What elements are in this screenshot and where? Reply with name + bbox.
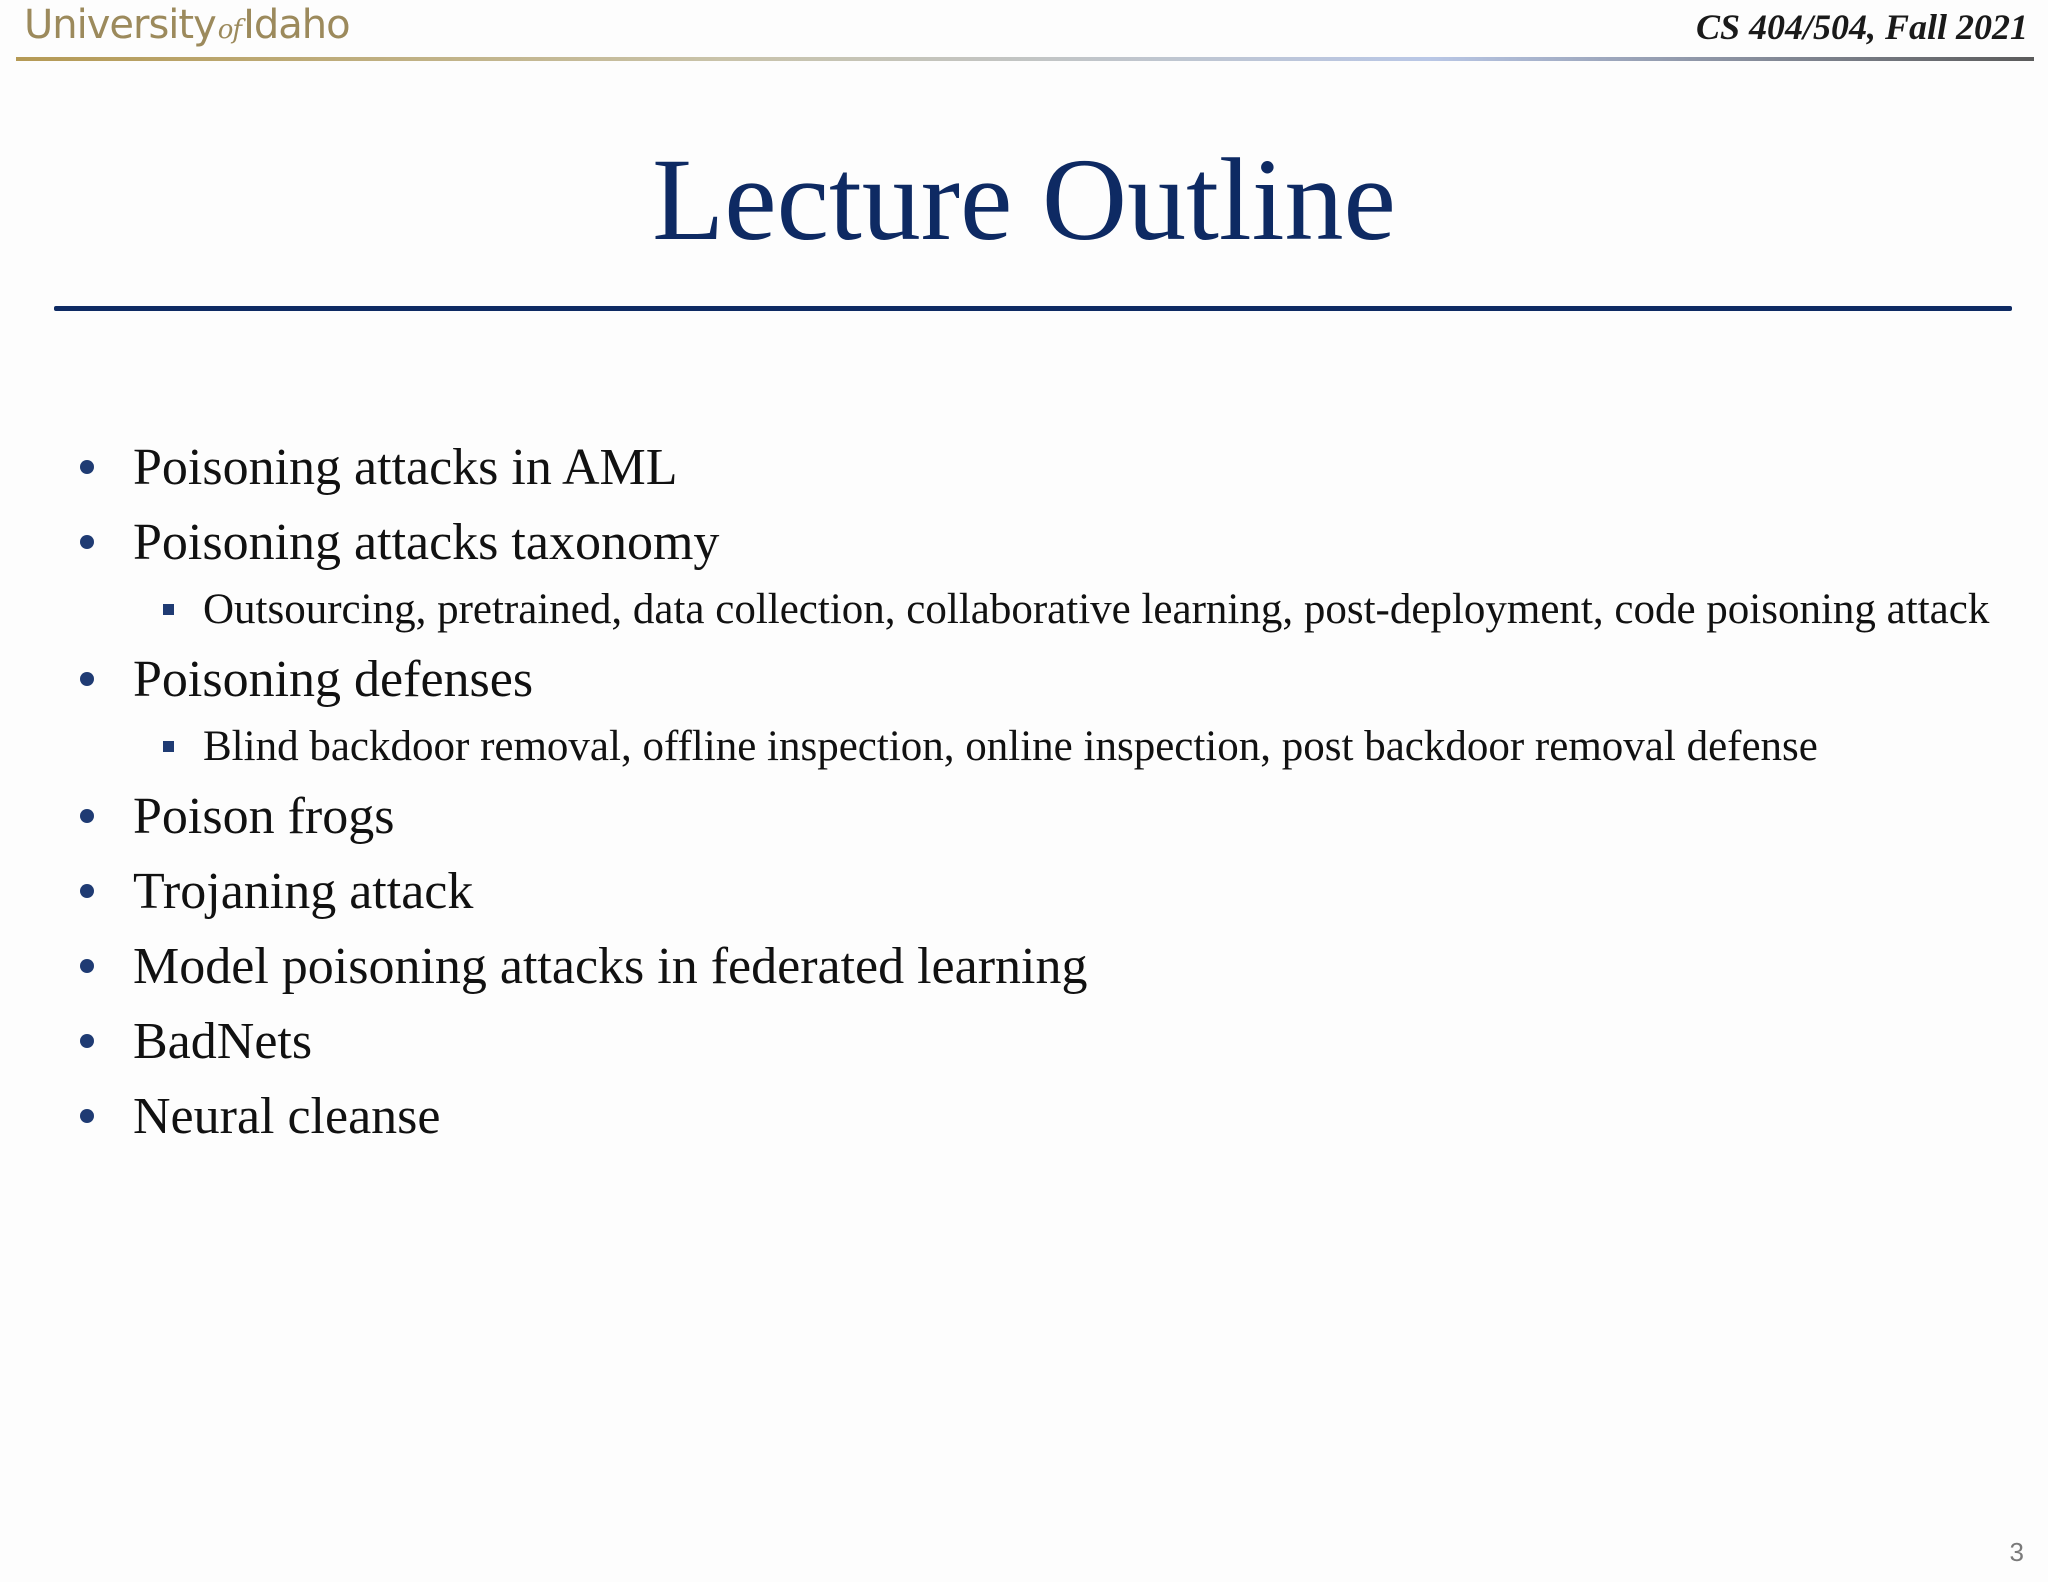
bullet-dot-icon [80, 1109, 94, 1123]
logo-of: of [217, 15, 242, 45]
title-divider [54, 306, 2012, 311]
university-logo [24, 2, 350, 48]
outline-list [0, 430, 2048, 1154]
outline-item [0, 929, 2048, 1004]
outline-item-text: Trojaning attack [133, 863, 474, 920]
outline-item [0, 505, 2048, 580]
logo-idaho: Idaho [243, 2, 350, 48]
page-number: 3 [2009, 1537, 2024, 1567]
course-label: CS 404/504, Fall 2021 [1695, 7, 2028, 47]
outline-subitem-text: Outsourcing, pretrained, data collection, collaborative learning, post-deployment, code poisoning attack [203, 586, 1990, 633]
bullet-dot-icon [80, 535, 94, 549]
slide-title: Lecture Outline [652, 134, 1396, 265]
outline-item [0, 779, 2048, 854]
bullet-dot-icon [80, 672, 94, 686]
outline-item [0, 854, 2048, 929]
bullet-dot-icon [80, 809, 94, 823]
bullet-square-icon [163, 741, 174, 752]
outline-item [0, 430, 2048, 505]
outline-item [0, 1004, 2048, 1079]
outline-item-text: Poison frogs [133, 788, 395, 845]
outline-item-text: BadNets [133, 1013, 313, 1070]
bullet-dot-icon [80, 959, 94, 973]
outline-item-text: Poisoning attacks taxonomy [133, 514, 720, 571]
outline-item-text: Neural cleanse [133, 1088, 441, 1145]
bullet-dot-icon [80, 884, 94, 898]
outline-item-text: Poisoning defenses [133, 651, 534, 708]
bullet-dot-icon [80, 1034, 94, 1048]
outline-item [0, 642, 2048, 717]
logo-university: University [24, 2, 216, 48]
header-divider [16, 57, 2034, 61]
outline-item-text: Poisoning attacks in AML [133, 439, 678, 496]
outline-item [0, 1079, 2048, 1154]
outline-subitem [0, 582, 2048, 638]
bullet-dot-icon [80, 460, 94, 474]
outline-item-text: Model poisoning attacks in federated learning [133, 938, 1088, 995]
bullet-square-icon [163, 604, 174, 615]
outline-subitem-text: Blind backdoor removal, offline inspection, online inspection, post backdoor removal defense [203, 723, 1818, 770]
outline-subitem [0, 719, 2048, 775]
